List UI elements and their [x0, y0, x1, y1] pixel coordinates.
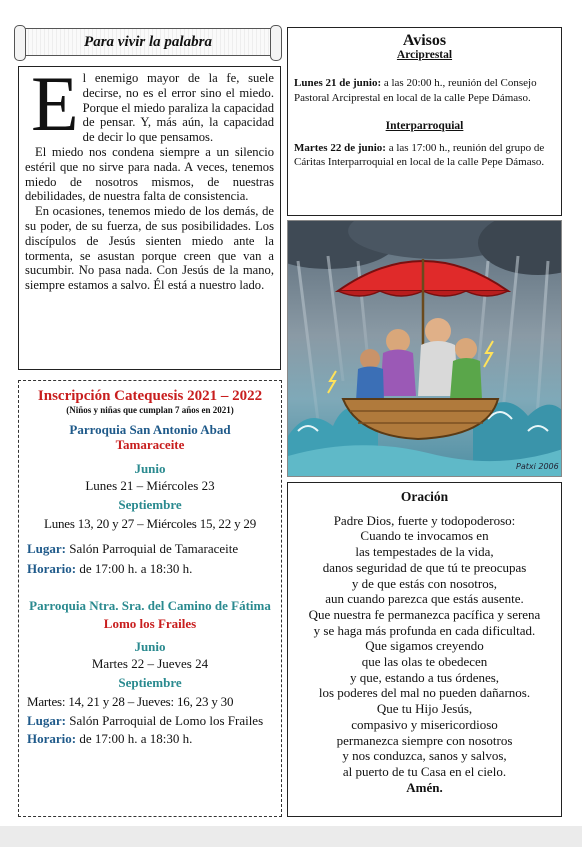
parish-1-lugar-label: Lugar: — [27, 541, 66, 557]
avisos-box — [287, 27, 562, 216]
section-banner — [20, 28, 276, 56]
page-bottom-band — [0, 826, 582, 847]
prayer-line: y que, estando a tus órdenes, — [349, 669, 500, 685]
parish-2-horario — [27, 731, 273, 746]
catequesis-subtitle: (Niños y niñas que cumplan 7 años en 2021) — [66, 405, 234, 415]
parish-2-month-2: Septiembre — [118, 674, 182, 690]
parish-2-lugar-text: Salón Parroquial de Lomo los Frailes — [66, 712, 264, 728]
prayer-line: que las olas te obedecen — [361, 654, 488, 670]
avisos-section-interparroquial: Interparroquial — [385, 119, 464, 132]
catequesis-title: Inscripción Catequesis 2021 – 2022 — [37, 388, 263, 404]
prayer-line: permanezca siempre con nosotros — [336, 732, 513, 748]
parish-2-horario-text: de 17:00 h. a 18:30 h. — [76, 731, 193, 747]
reflection-paragraph-1: l enemigo mayor de la fe, suele decirse, no es el error sino el miedo. Porque el miedo paraliza la capacidad de pensar. Y, más aún, la capacidad de decir lo que pensamos. — [82, 71, 274, 145]
prayer-line: y nos conduzca, sanos y salvos, — [342, 748, 507, 764]
prayer-line: aun cuando parezca que estás ausente. — [325, 591, 524, 607]
storm-boat-drawing — [288, 221, 562, 477]
prayer-line: Cuando te invocamos en — [360, 528, 489, 544]
aviso-item-1-date: Lunes 21 de junio: — [294, 77, 382, 90]
prayer-line: danos seguridad de que tú te preocupas — [322, 559, 527, 575]
prayer-line: Que nuestra fe permanezca pacífica y serena — [308, 606, 541, 622]
prayer-line: las tempestades de la vida, — [355, 544, 494, 560]
oracion-title: Oración — [400, 489, 449, 504]
avisos-section-arciprestal: Arciprestal — [396, 49, 453, 62]
reflection-paragraph-2: El miedo nos condena siempre a un silencio estéril que no sirve para nada. A veces, tenemos miedo de nosotros mismos, de nuestras debilidades, de nuestra falta de consistencia. — [25, 144, 274, 204]
parish-2-dates-1: Martes 22 – Jueves 24 — [91, 656, 209, 672]
prayer-line: y de que estás con nosotros, — [351, 575, 498, 591]
aviso-item-2 — [294, 141, 555, 169]
parish-2-month-1: Junio — [134, 639, 166, 655]
aviso-item-1-text: a las 20:00 h., reunión del Consejo Pastoral Arciprestal en local de la calle Pepe Dámaso. — [294, 77, 537, 104]
prayer-line: y se haga más profunda en cada dificultad. — [313, 622, 536, 638]
prayer-amen: Amén. — [406, 779, 443, 795]
catequesis-box — [18, 380, 282, 817]
aviso-item-2-date: Martes 22 de junio: — [294, 142, 386, 155]
parish-1-horario — [27, 561, 273, 576]
banner-title: Para vivir la palabra — [84, 33, 212, 50]
parish-2-lugar — [27, 713, 273, 728]
parish-1-horario-text: de 17:00 h. a 18:30 h. — [76, 560, 193, 576]
aviso-item-2-text: a las 17:00 h., reunión del grupo de Cáritas Interparroquial en local de la calle Pepe Dámaso. — [294, 142, 545, 169]
parish-1-name: Parroquia San Antonio Abad — [69, 422, 231, 437]
storm-boat-illustration — [287, 220, 562, 477]
prayer-line: Que tu Hijo Jesús, — [376, 701, 473, 717]
reflection-paragraph-3: En ocasiones, tenemos miedo de los demás, de su poder, de su fuerza, de sus posibilidades. Los discípulos de Jesús sienten miedo ante la tormenta, se asustan porque creen que van a sucumbir. No pasa nada. Con Jesús de la mano, siempre estamos a salvo. Él está a nuestro lado. — [25, 204, 274, 293]
prayer-line: compasivo y misericordioso — [351, 716, 498, 732]
parish-2-place: Lomo los Frailes — [103, 615, 197, 631]
prayer-line: al puerto de tu Casa en el cielo. — [342, 763, 507, 779]
parish-1-lugar-text: Salón Parroquial de Tamaraceite — [66, 541, 239, 557]
parish-2-name: Parroquia Ntra. Sra. del Camino de Fátima — [29, 598, 271, 614]
parish-1-month-2: Septiembre — [118, 496, 182, 512]
parish-2-horario-label: Horario: — [27, 731, 77, 747]
illustration-signature: Patxi 2006 — [516, 462, 559, 471]
parish-1-place: Tamaraceite — [115, 437, 185, 453]
parish-1-lugar — [27, 541, 273, 556]
parish-1-month-1: Junio — [134, 460, 166, 476]
parish-2-lugar-label: Lugar: — [27, 712, 66, 728]
prayer-line: Padre Dios, fuerte y todopoderoso: — [333, 512, 516, 528]
oracion-box — [287, 482, 562, 817]
avisos-title: Avisos — [402, 32, 447, 49]
parish-1-horario-label: Horario: — [27, 560, 77, 576]
parish-1-dates-1: Lunes 21 – Miércoles 23 — [85, 478, 215, 494]
aviso-item-1 — [294, 76, 555, 104]
drop-cap: E — [31, 60, 79, 147]
parish-1-dates-2: Lunes 13, 20 y 27 – Miércoles 15, 22 y 29 — [43, 516, 257, 532]
prayer-line: Que sigamos creyendo — [365, 638, 484, 654]
parish-2-dates-2: Martes: 14, 21 y 28 – Jueves: 16, 23 y 30 — [27, 694, 234, 710]
reflection-box — [18, 60, 281, 370]
prayer-line: los poderes del mal no pueden dañarnos. — [318, 685, 531, 701]
